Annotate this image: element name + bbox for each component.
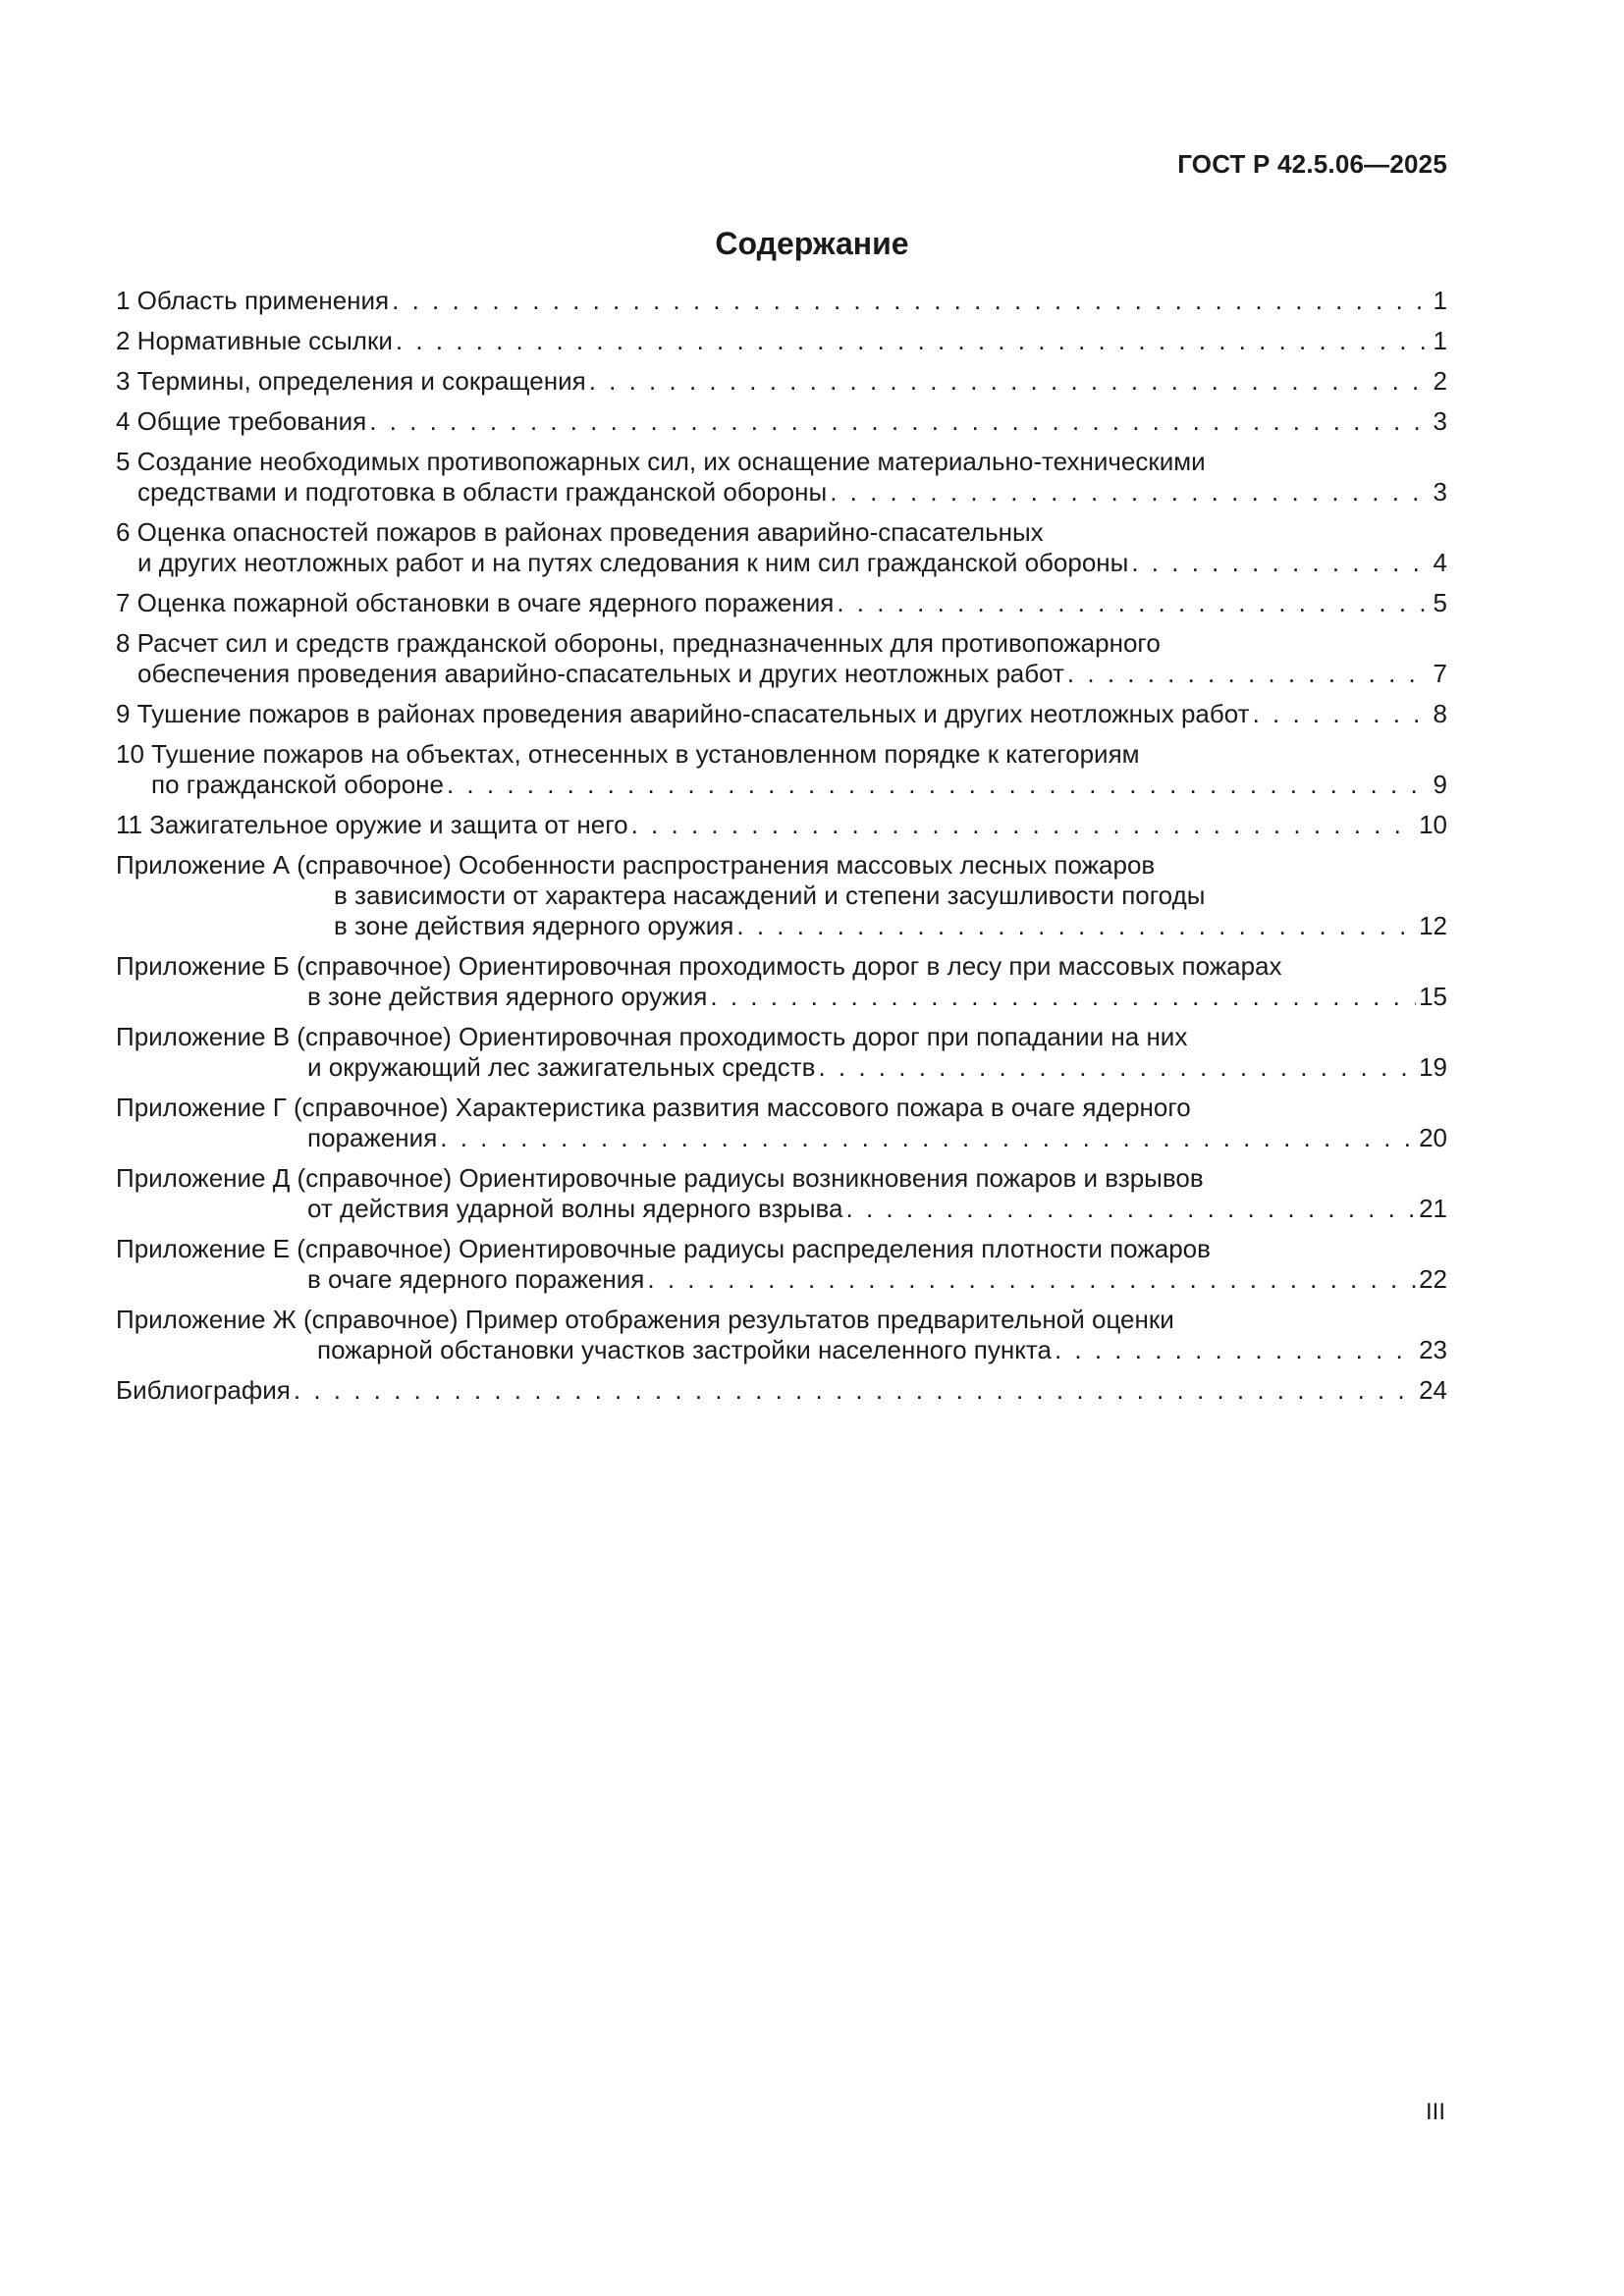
toc-entry-text: средствами и подготовка в области гражданской обороны <box>137 477 828 507</box>
toc-page-number: 8 <box>1433 699 1447 728</box>
toc-entry-text: в зоне действия ядерного оружия <box>307 982 708 1011</box>
dot-leader <box>1055 1335 1416 1365</box>
toc-entry-appendix[interactable] <box>116 850 1447 941</box>
toc-entry-text: 6 Оценка опасностей пожаров в районах проведения аварийно-спасательных <box>116 517 1044 547</box>
toc-page-number: 3 <box>1433 406 1447 436</box>
toc-entry-text: и окружающий лес зажигательных средств <box>307 1052 816 1082</box>
dot-leader <box>392 286 1430 316</box>
toc-entry-text: Приложение Г (справочное) Характеристика развития массового пожара в очаге ядерного <box>116 1093 1191 1122</box>
dot-leader <box>736 911 1416 941</box>
toc-page-number: 21 <box>1419 1194 1447 1223</box>
toc-entry-text: поражения <box>307 1123 438 1152</box>
toc-page-number: 1 <box>1433 286 1447 315</box>
toc-entry-text: в очаге ядерного поражения <box>307 1264 645 1294</box>
toc-entry-text: Приложение Е (справочное) Ориентировочные радиусы распределения плотности пожаров <box>116 1234 1211 1263</box>
toc-entry-text: 8 Расчет сил и средств гражданской обороны, предназначенных для противопожарного <box>116 628 1161 658</box>
table-of-contents <box>116 286 1447 1415</box>
toc-page-number: 10 <box>1419 810 1447 839</box>
toc-page-number: 1 <box>1433 326 1447 355</box>
toc-entry[interactable] <box>116 286 1447 316</box>
toc-entry[interactable] <box>116 326 1447 356</box>
toc-entry-text: 4 Общие требования <box>116 406 367 436</box>
toc-entry-text: 11 Зажигательное оружие и защита от него <box>116 810 628 839</box>
toc-entry-bibliography[interactable] <box>116 1375 1447 1406</box>
toc-entry-text: 9 Тушение пожаров в районах проведения аварийно-спасательных и других неотложных работ <box>116 699 1250 728</box>
dot-leader <box>631 810 1416 840</box>
toc-entry-text: Библиография <box>116 1375 291 1405</box>
toc-page-number: 24 <box>1419 1375 1447 1405</box>
toc-entry-text: 5 Создание необходимых противопожарных сил, их оснащение материально-техническими <box>116 447 1206 476</box>
toc-entry[interactable] <box>116 699 1447 729</box>
toc-entry-text: в зоне действия ядерного оружия <box>334 911 734 940</box>
dot-leader <box>1253 699 1431 729</box>
toc-entry-appendix[interactable] <box>116 1093 1447 1153</box>
dot-leader <box>846 1194 1417 1224</box>
toc-entry-text: обеспечения проведения аварийно-спасательных и других неотложных работ <box>137 659 1064 688</box>
toc-entry-appendix[interactable] <box>116 1234 1447 1295</box>
toc-entry[interactable] <box>116 739 1447 800</box>
toc-entry-text: 10 Тушение пожаров на объектах, отнесенных в установленном порядке к категориям <box>116 739 1140 769</box>
toc-entry-text: в зависимости от характера насаждений и степени засушливости погоды <box>334 881 1206 910</box>
toc-entry-text: 1 Область применения <box>116 286 390 315</box>
toc-page-number: 4 <box>1433 548 1447 577</box>
toc-page-number: 19 <box>1419 1052 1447 1082</box>
document-code: ГОСТ Р 42.5.06—2025 <box>1177 149 1447 179</box>
dot-leader <box>710 982 1416 1012</box>
dot-leader <box>447 770 1431 800</box>
toc-entry-text: 7 Оценка пожарной обстановки в очаге ядерного поражения <box>116 588 835 617</box>
dot-leader <box>837 588 1430 618</box>
toc-page-number: 7 <box>1433 659 1447 688</box>
toc-entry-appendix[interactable] <box>116 1022 1447 1083</box>
toc-page-number: 20 <box>1419 1123 1447 1152</box>
dot-leader <box>440 1123 1416 1153</box>
toc-page-number: 2 <box>1433 366 1447 396</box>
toc-entry[interactable] <box>116 406 1447 437</box>
toc-entry[interactable] <box>116 447 1447 507</box>
toc-entry[interactable] <box>116 810 1447 840</box>
toc-entry-text: Приложение Ж (справочное) Пример отображения результатов предварительной оценки <box>116 1305 1174 1334</box>
toc-page-number: 9 <box>1433 770 1447 799</box>
toc-entry-text: 2 Нормативные ссылки <box>116 326 393 355</box>
dot-leader <box>369 406 1430 437</box>
dot-leader <box>647 1264 1416 1295</box>
dot-leader <box>589 366 1431 397</box>
toc-entry-text: Приложение А (справочное) Особенности распространения массовых лесных пожаров <box>116 850 1156 880</box>
toc-page-number: 23 <box>1419 1335 1447 1364</box>
toc-entry-text: 3 Термины, определения и сокращения <box>116 366 586 396</box>
toc-entry[interactable] <box>116 628 1447 689</box>
page-number-footer: III <box>1425 2099 1445 2125</box>
toc-entry-text: Приложение Б (справочное) Ориентировочная проходимость дорог в лесу при массовых пожарах <box>116 951 1282 981</box>
toc-entry[interactable] <box>116 517 1447 578</box>
toc-entry-appendix[interactable] <box>116 951 1447 1012</box>
toc-page-number: 15 <box>1419 982 1447 1011</box>
dot-leader <box>1131 548 1430 578</box>
dot-leader <box>1067 659 1431 689</box>
toc-page-number: 3 <box>1433 477 1447 507</box>
toc-entry[interactable] <box>116 366 1447 397</box>
dot-leader <box>396 326 1431 356</box>
toc-entry-text: Приложение В (справочное) Ориентировочная проходимость дорог при попадании на них <box>116 1022 1188 1051</box>
toc-page-number: 12 <box>1419 911 1447 940</box>
toc-page-number: 5 <box>1433 588 1447 617</box>
toc-entry-appendix[interactable] <box>116 1305 1447 1365</box>
dot-leader <box>818 1052 1416 1083</box>
toc-title: Содержание <box>715 226 909 261</box>
toc-entry-appendix[interactable] <box>116 1163 1447 1224</box>
toc-entry-text: пожарной обстановки участков застройки населенного пункта <box>317 1335 1052 1364</box>
toc-page-number: 22 <box>1419 1264 1447 1294</box>
dot-leader <box>830 477 1430 507</box>
toc-entry-text: от действия ударной волны ядерного взрыва <box>307 1194 843 1223</box>
dot-leader <box>294 1375 1416 1406</box>
toc-entry-text: Приложение Д (справочное) Ориентировочные радиусы возникновения пожаров и взрывов <box>116 1163 1204 1193</box>
toc-entry[interactable] <box>116 588 1447 618</box>
toc-entry-text: по гражданской обороне <box>151 770 444 799</box>
toc-entry-text: и других неотложных работ и на путях следования к ним сил гражданской обороны <box>137 548 1129 577</box>
